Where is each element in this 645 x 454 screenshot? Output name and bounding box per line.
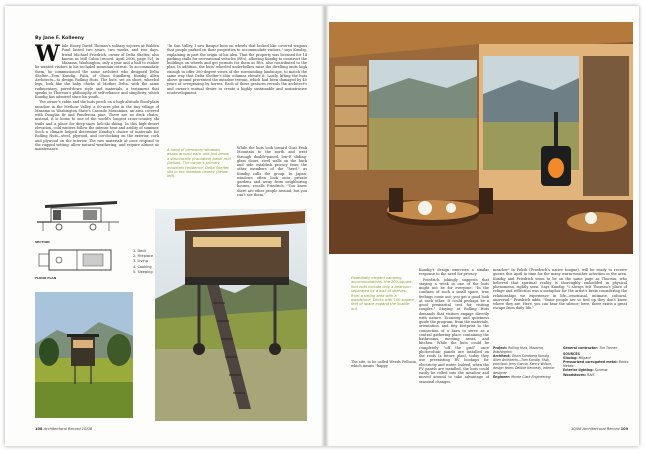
credit-label: Exterior lighting:	[563, 368, 594, 373]
left-page-number: 108	[35, 427, 43, 431]
paragraph: Kundig's design exercises a similar response to the need for privacy.	[419, 268, 489, 277]
section-drawing	[33, 199, 125, 239]
credit-value: Rolling Huts, Mazama, Washington	[493, 346, 544, 355]
paragraph: meadow" in Polish (Friedrich's native tongue), will be ready to receive guests this April in time for the many warm-weather activities in the area. Kundig and Friedrich seem to be on the same page as Thoreau, who believed that spiritual reality is thoroughly embedded in physical phenomena, rightly seen. Says Kundig: "I always felt Thoreau's place of refuge and reflection was a metaphor for the artist's brain considering the relationships we experience in life—emotional, intimate, cultural, universal." Friedrich adds, "Some people are so tied up they don't know where they are. Here, you can hear the silence; here, there exists a great escape from daily life."	[493, 268, 627, 311]
plan-legend	[133, 249, 153, 275]
paragraph: "In Sun Valley, I saw Basque huts on wheels that looked like covered wagons that people parked on their properties to accommodate visitors," says Kundig, explaining in part the origin of his idea. That the property was licensed for 14 parking stalls for recreational vehicles (RVs), allowing Kundig to construct the buildings on wheels and get permits for them as RVs, also contributed to the plan. In addition, the huts' wheeled underbellies raise the dwelling units high enough to offer 360-degree views of the surrounding landscape, to match the same way that Delta Shelter's thin columns elevate it. Lastly, lifting the huts above ground prevented the meadow terrain, which had been damaged by 40 years of overgrazing by horses. Each of these gestures reveals the architect's and owner's mutual desire to create a highly sustainable and nonintrusive ecodevelopment.	[167, 44, 307, 95]
hut-interior-photo	[329, 22, 633, 254]
article-column-3-continued	[351, 360, 417, 424]
paragraph: While the huts look toward Goat Peak Mountain to the north and west through double-paned, low-E sliding-glass doors, steel walls on the back and side establish privacy from the other members of the "herd," as Kundig calls the group. In Japan, windows often look onto private gardens and away from neighboring houses, recalls Friedrich. "You know there are other people around, but you can't see them."	[237, 146, 307, 197]
article-column-3	[419, 268, 489, 424]
legend-item: 3. Living	[133, 259, 148, 264]
sources-heading: SOURCES	[563, 352, 580, 357]
byline: By Jane F. Kolleeny	[35, 36, 84, 41]
left-footer-title: Architectural Record 10/08	[43, 427, 93, 431]
right-footer	[571, 427, 628, 431]
delta-shelter-photo	[35, 292, 133, 418]
paragraph: The site, to be called Weeds Pellucia, which means "happy	[351, 360, 417, 369]
paragraph: The owner's cabin and the huts perch on a high-altitude flood-plain meadow in the Methow Valley, a 60-acre plot in the tiny village of Mazama in Washington State's Cascade Mountains, an area covered with Douglas fir and Ponderosa pine. There are no deck chairs; instead, it is home to one of the world's longest cross-country ski trails and a place for deep-snow heli-ski skiing. In this high-desert elevation, cold winters follow the intense heat and aridity of summer. Such a climate helped determine Kundig's choice of materials for Rolling Huts—steel, plywood, and cor-docking on the exterior, cork and plywood on the interior. The raw materials at once respond to the rugged setting, allow natural weathering, and require almost no maintenance.	[35, 100, 159, 151]
floor-plan-label: FLOOR PLAN	[35, 276, 57, 280]
right-footer-title: 10/08 Architectural Record	[571, 427, 620, 431]
credit-label: Woodstoves:	[563, 372, 587, 377]
section-label: SECTION	[35, 240, 50, 244]
paragraph: Friedrich jokingly suggests that staying a week in one of the huts might not be for everyone: "In the confines of such a small space, true feelings come out; you get a good look at each other. It could perhaps be a good premarital test for visiting couples." Staying at Rolling Huts demands that visitors engage directly with nature. Economy and quietness guide the program, from the materials, orientation, and tiny footprint to the connection of a barn to serve as a central gathering place containing the bathrooms, meeting areas, and kitchen. While the huts could be completely "off the grid" once photovoltaic panels are installed on the roofs (a future plan), today they use preexisting RV hookups for electricity and water. Indeed, when the PV panels are installed, the huts could easily be rolled into the meadow and moved around to take advantage of seasonal changes.	[419, 277, 489, 384]
credit-label: General contractor:	[563, 346, 599, 350]
article-column-4	[493, 268, 627, 342]
floor-plan	[33, 246, 125, 274]
magazine-spread	[5, 6, 639, 446]
left-footer	[35, 427, 92, 431]
photo-caption: Essentially elegant camping accommodations, the 200-square-foot huts include only a bedroom separated by a wall of shelves from a sitting area with a woodstove. Decks with 100 square feet of space expand the livable out-	[351, 276, 414, 311]
page-gutter	[321, 6, 329, 446]
right-page-number: 109	[620, 427, 629, 431]
credit-value: Olson Sundberg Kundig Allen Architects—Tom Kundig, FAIA, principal; Jerry Garcia, Kenny Wilson, design team; Debbie Kennedy, interior designer	[493, 354, 555, 375]
credit-label: Glazing:	[563, 356, 578, 361]
credit-value: Banks Metals	[563, 360, 629, 369]
article-column-2-top	[167, 44, 307, 144]
credit-value: Milgard	[578, 356, 591, 361]
credit-value: RAIS	[587, 372, 595, 377]
credit-label: Engineer:	[493, 374, 511, 379]
credit-label: Pressurized corrugated metal:	[563, 360, 618, 365]
legend-item: 2. Fireplace	[133, 254, 154, 259]
legend-item: 1. Deck	[133, 249, 147, 253]
credit-value: Monte Clark Engineering	[511, 374, 551, 379]
project-sources	[563, 346, 629, 377]
rolling-hut-exterior-photo	[155, 209, 307, 421]
project-credits	[493, 346, 557, 379]
drop-cap: W	[35, 44, 60, 67]
legend-item: 5. Sleeping	[133, 269, 153, 274]
legend-item: 4. Cooking	[133, 264, 152, 269]
paragraph: hile Hooey David Thomas's solitary sojourn at Walden Pond lasted two years, two weeks, and two days, friend Michael Friedrich, owner of Delta Shelter, also known as Mill Cabin [record, April 2006, page 92], in Mazama, Washington, only a year and a half to realize he wanted visitors to his secluded mountain retreat. To accommodate them, he commissioned the same architect who designed Delta Shelter—Tom Kundig, FAIA, of Olson Sundberg Kundig Allen Architects—to design Rolling Huts. The huts, set on short, wheeled legs, look like the baby chicks of Mother Delta, with the same rudimentary, pared-down style and materials, a testament that speaks to Thoreau's philosophy of self-reliance and simplicity, which Kundig has admired since his youth.	[35, 44, 159, 99]
article-column-2-bottom	[237, 146, 307, 212]
photo-caption: A band of clerestory windows wraps around each unit just below a structurally (insulated) panel roof (below). The owner's primary mountain residence, Delta Shelter, sits in the meadow nearby (below left).	[167, 148, 231, 179]
credit-label: Architect:	[493, 354, 511, 359]
article-column-1	[35, 44, 159, 214]
credit-value: Sunmax	[594, 368, 608, 373]
credit-value: Tim Tanner	[599, 346, 618, 350]
credit-label: Project:	[493, 346, 508, 350]
